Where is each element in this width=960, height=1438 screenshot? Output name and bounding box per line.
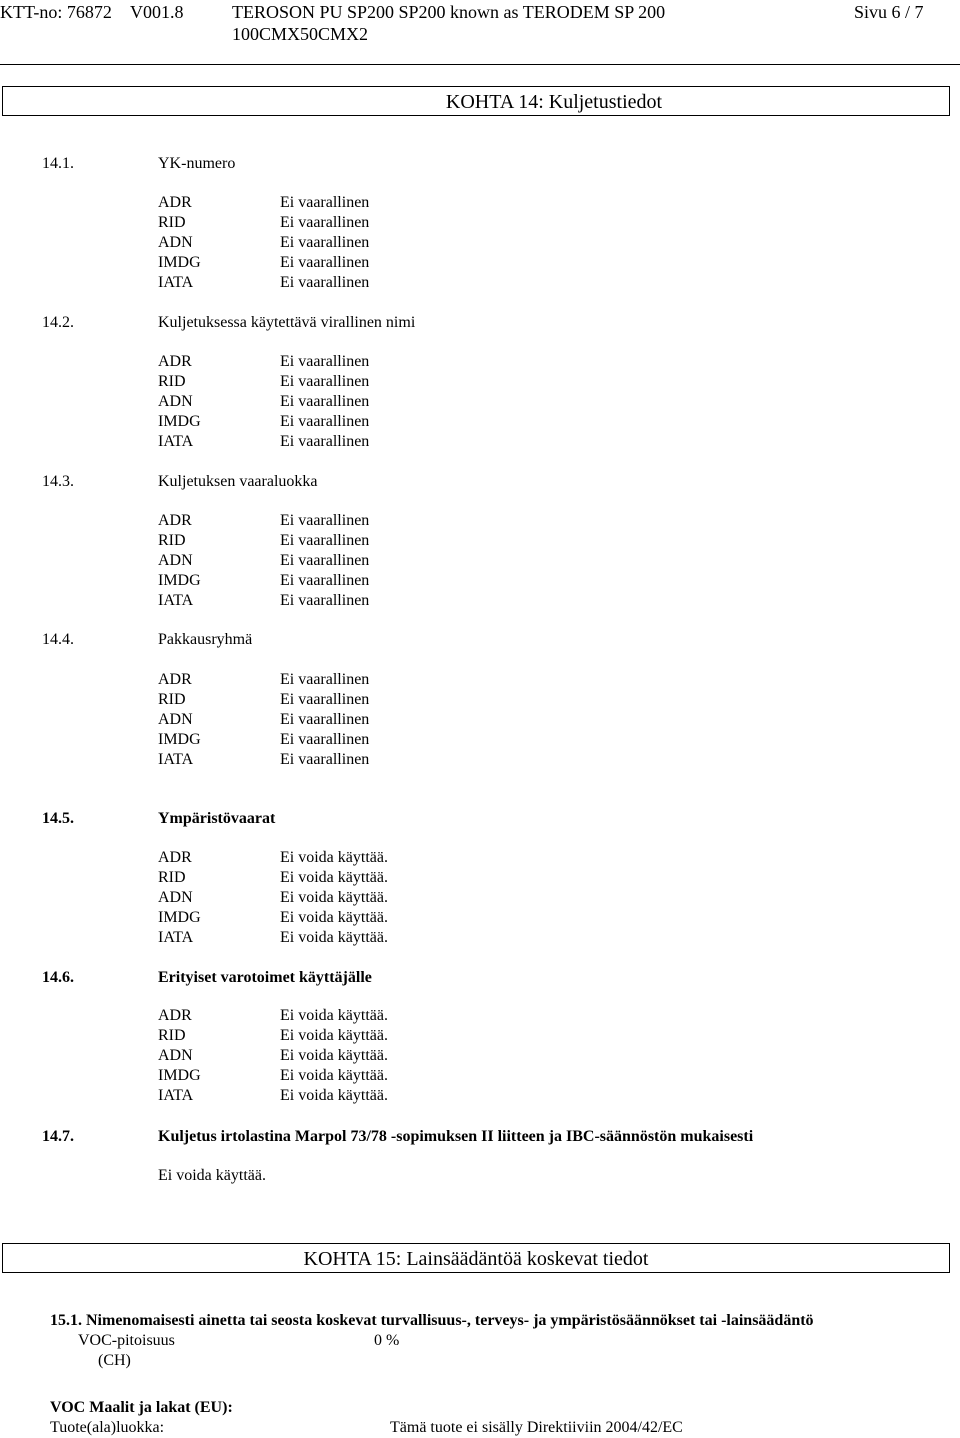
transport-mode: RID [158, 869, 186, 886]
section-14-title: KOHTA 14: Kuljetustiedot [445, 91, 663, 113]
transport-value: Ei vaarallinen [280, 274, 370, 291]
transport-value: Ei vaarallinen [280, 691, 370, 708]
transport-mode: IMDG [158, 1067, 201, 1084]
subsection-title: Pakkausryhmä [158, 631, 253, 648]
subsection-title: Kuljetus irtolastina Marpol 73/78 -sopimuksen II liitteen ja IBC-säännöstön mukaisesti [158, 1128, 754, 1145]
transport-value: Ei vaarallinen [280, 512, 370, 529]
transport-value: Ei vaarallinen [280, 393, 370, 410]
transport-value: Ei vaarallinen [280, 731, 370, 748]
transport-value: Ei vaarallinen [280, 552, 370, 569]
subsection-number: 14.7. [42, 1128, 74, 1145]
transport-value: Ei voida käyttää. [280, 869, 388, 886]
transport-value: Ei vaarallinen [280, 413, 370, 430]
subsection-number: 14.1. [42, 155, 74, 172]
transport-value: Ei vaarallinen [280, 214, 370, 231]
voc-value: 0 % [374, 1332, 400, 1349]
section-15-title: KOHTA 15: Lainsäädäntöä koskevat tiedot [303, 1248, 649, 1270]
transport-mode: IATA [158, 1087, 194, 1104]
subsection-title: Erityiset varotoimet käyttäjälle [158, 969, 372, 986]
transport-value: Ei vaarallinen [280, 572, 370, 589]
subsection-number: 14.4. [42, 631, 74, 648]
transport-value: Ei voida käyttää. [280, 909, 388, 926]
voc-eu-heading: VOC Maalit ja lakat (EU): [50, 1399, 233, 1416]
header-divider [0, 64, 960, 65]
transport-mode: IATA [158, 433, 194, 450]
product-name-line1: TEROSON PU SP200 SP200 known as TERODEM SP 200 [232, 2, 666, 22]
subsection-number: 14.2. [42, 314, 74, 331]
transport-mode: ADN [158, 1047, 193, 1064]
transport-mode: ADR [158, 512, 192, 529]
transport-value: Ei vaarallinen [280, 234, 370, 251]
subsection-title: Kuljetuksessa käytettävä virallinen nimi [158, 314, 416, 331]
transport-mode: IMDG [158, 731, 201, 748]
transport-mode: ADR [158, 194, 192, 211]
transport-mode: RID [158, 691, 186, 708]
subsection-15-1-title: 15.1. Nimenomaisesti ainetta tai seosta koskevat turvallisuus-, terveys- ja ympäristösäännökset tai -lainsäädäntö [50, 1312, 814, 1329]
voc-region: (CH) [98, 1352, 131, 1369]
transport-value: Ei vaarallinen [280, 751, 370, 768]
transport-mode: ADN [158, 552, 193, 569]
subsection-title: Ympäristövaarat [158, 810, 276, 827]
transport-value: Ei voida käyttää. [280, 1087, 388, 1104]
transport-mode: ADR [158, 1007, 192, 1024]
section-14-heading [2, 86, 950, 116]
transport-mode: IATA [158, 592, 194, 609]
transport-mode: ADR [158, 849, 192, 866]
transport-mode: ADN [158, 234, 193, 251]
product-class-label: Tuote(ala)luokka: [50, 1419, 165, 1436]
subsection-note: Ei voida käyttää. [158, 1167, 266, 1184]
transport-mode: RID [158, 532, 186, 549]
transport-value: Ei voida käyttää. [280, 849, 388, 866]
transport-mode: IMDG [158, 413, 201, 430]
transport-mode: ADN [158, 889, 193, 906]
transport-mode: ADN [158, 711, 193, 728]
transport-value: Ei voida käyttää. [280, 1007, 388, 1024]
document-version: V001.8 [130, 2, 184, 22]
transport-value: Ei voida käyttää. [280, 1047, 388, 1064]
transport-value: Ei voida käyttää. [280, 889, 388, 906]
transport-mode: IATA [158, 929, 194, 946]
transport-mode: IATA [158, 751, 194, 768]
subsection-title: Kuljetuksen vaaraluokka [158, 473, 318, 490]
transport-value: Ei vaarallinen [280, 592, 370, 609]
transport-value: Ei voida käyttää. [280, 1027, 388, 1044]
subsection-number: 14.5. [42, 810, 74, 827]
section-15-heading [2, 1243, 950, 1273]
transport-mode: RID [158, 373, 186, 390]
transport-value: Ei vaarallinen [280, 671, 370, 688]
page-number: Sivu 6 / 7 [854, 2, 924, 22]
transport-mode: IMDG [158, 572, 201, 589]
transport-value: Ei vaarallinen [280, 254, 370, 271]
transport-value: Ei vaarallinen [280, 532, 370, 549]
transport-value: Ei vaarallinen [280, 433, 370, 450]
product-class-value: Tämä tuote ei sisälly Direktiiviin 2004/42/EC [390, 1419, 683, 1436]
transport-value: Ei vaarallinen [280, 194, 370, 211]
transport-mode: RID [158, 1027, 186, 1044]
transport-value: Ei vaarallinen [280, 373, 370, 390]
transport-mode: IMDG [158, 909, 201, 926]
transport-value: Ei vaarallinen [280, 711, 370, 728]
transport-mode: IATA [158, 274, 194, 291]
voc-label: VOC-pitoisuus [78, 1332, 175, 1349]
product-name-line2: 100CMX50CMX2 [232, 24, 369, 44]
subsection-title: YK-numero [158, 155, 236, 172]
document-number: KTT-no: 76872 [0, 2, 112, 22]
transport-mode: RID [158, 214, 186, 231]
subsection-number: 14.3. [42, 473, 74, 490]
transport-value: Ei voida käyttää. [280, 1067, 388, 1084]
transport-value: Ei voida käyttää. [280, 929, 388, 946]
transport-value: Ei vaarallinen [280, 353, 370, 370]
transport-mode: ADR [158, 353, 192, 370]
subsection-number: 14.6. [42, 969, 74, 986]
transport-mode: ADN [158, 393, 193, 410]
transport-mode: ADR [158, 671, 192, 688]
transport-mode: IMDG [158, 254, 201, 271]
